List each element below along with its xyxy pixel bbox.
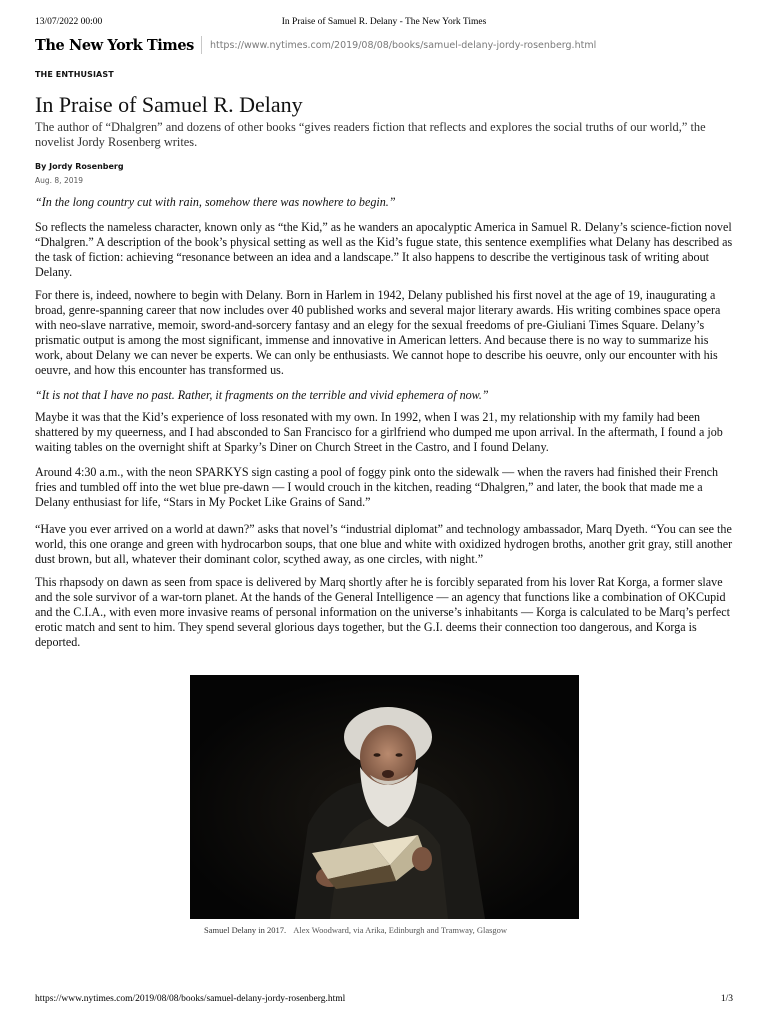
article-photo: [190, 675, 579, 919]
paragraph: Maybe it was that the Kid’s experience of loss resonated with my own. In 1992, when I was 21, my relationship with my family had been shattered by my queerness, and I had absconded to San Francisco for a girlfriend who dumped me upon arrival. In the aftermath, I found a job waiting tables on the overnight shift at Sparky’s Diner on Church Street in the Castro, and I found Delany.: [35, 410, 723, 454]
paragraph: This rhapsody on dawn as seen from space is delivered by Marq shortly after he is forcibly separated from his lover Rat Korga, a former slave and the sole survivor of a war-torn planet. At the hands of the General Intelligence — an agency that functions like a combination of OKCupid and the C.I.A., with even more invasive reams of personal information on the universe’s inhabitants — Korga is calculated to be Marq’s perfect erotic match and sent to him. They spend several glorious days together, but the G.I. deems their connection too dangerous, and Korga is deported.: [35, 575, 730, 649]
article-url[interactable]: https://www.nytimes.com/2019/08/08/books/samuel-delany-jordy-rosenberg.html: [209, 39, 597, 51]
photo-samuel-delany-reading: [190, 675, 579, 919]
photo-credit: Alex Woodward, via Arika, Edinburgh and Tramway, Glasgow: [293, 925, 508, 935]
publish-date: Aug. 8, 2019: [35, 176, 84, 185]
print-footer: [35, 994, 733, 1008]
pull-quote: “It is not that I have no past. Rather, it fragments on the terrible and vivid ephemera of now.”: [35, 388, 489, 402]
paragraph: Around 4:30 a.m., with the neon SPARKYS sign casting a pool of foggy pink onto the sidewalk — when the ravers had finished their French fries and tumbled off into the wet blue pre-dawn — I would crouch in the kitchen, reading “Dhalgren,” and later, the book that made me a Delany enthusiast for life, “Stars in My Pocket Like Grains of Sand.”: [35, 465, 719, 509]
headline: In Praise of Samuel R. Delany: [35, 92, 303, 117]
print-title: In Praise of Samuel R. Delany - The New York Times: [281, 17, 487, 27]
photo-caption: [204, 925, 507, 935]
paragraph: For there is, indeed, nowhere to begin with Delany. Born in Harlem in 1942, Delany published his first novel at the age of 19, inaugurating a broad, genre-spanning career that now includes over 40 published works and several major literary awards. His writing combines space opera with neo-slave narrative, memoir, sword-and-sorcery fantasy and an elegy for the sexual freedoms of pre-Giuliani Times Square. Delany’s prismatic output is among the most significant, immense and innovative in American letters. And because there is no way to summarize his work, about Delany we can never be experts. We can only be enthusiasts. We cannot hope to describe his oeuvre, only our encounter with his oeuvre, and how this encounter has transformed us.: [35, 288, 721, 377]
page-number: 1/3: [720, 994, 733, 1004]
caption-text: Samuel Delany in 2017.: [204, 925, 287, 935]
paragraph: So reflects the nameless character, known only as “the Kid,” as he wanders an apocalyptic America in Samuel R. Delany’s science-fiction novel “Dhalgren.” A description of the book’s physical setting as well as the Kid’s fugue state, this sentence exemplifies what Delany has described as the task of fiction: achieving “resonance between an idea and a landscape.” It also happens to describe the vertiginous task of writing about Delany.: [35, 220, 733, 279]
paragraph: “Have you ever arrived on a world at dawn?” asks that novel’s “industrial diplomat” and technology ambassador, Marq Dyeth. “You can see the world, this one orange and green with hydrocarbon soups, that one blue and white with oxidized hydrogen broths, another grit gray, still another dust brown, but all, whatever their dominant color, scythed away, as one circles, with night.”: [35, 522, 733, 566]
byline[interactable]: By Jordy Rosenberg: [35, 162, 124, 171]
print-header: [35, 17, 733, 31]
nyt-logo[interactable]: The New York Times: [35, 36, 194, 54]
print-date: 13/07/2022 00:00: [35, 17, 103, 27]
masthead-divider: [201, 36, 202, 54]
pull-quote: “In the long country cut with rain, somehow there was nowhere to begin.”: [35, 195, 396, 209]
footer-url: https://www.nytimes.com/2019/08/08/books/samuel-delany-jordy-rosenberg.html: [35, 994, 346, 1004]
summary: The author of “Dhalgren” and dozens of other books “gives readers fiction that reflects and explores the social truths of our world,” the novelist Jordy Rosenberg writes.: [35, 120, 706, 149]
section-kicker[interactable]: THE ENTHUSIAST: [35, 70, 114, 79]
masthead: [35, 35, 733, 55]
